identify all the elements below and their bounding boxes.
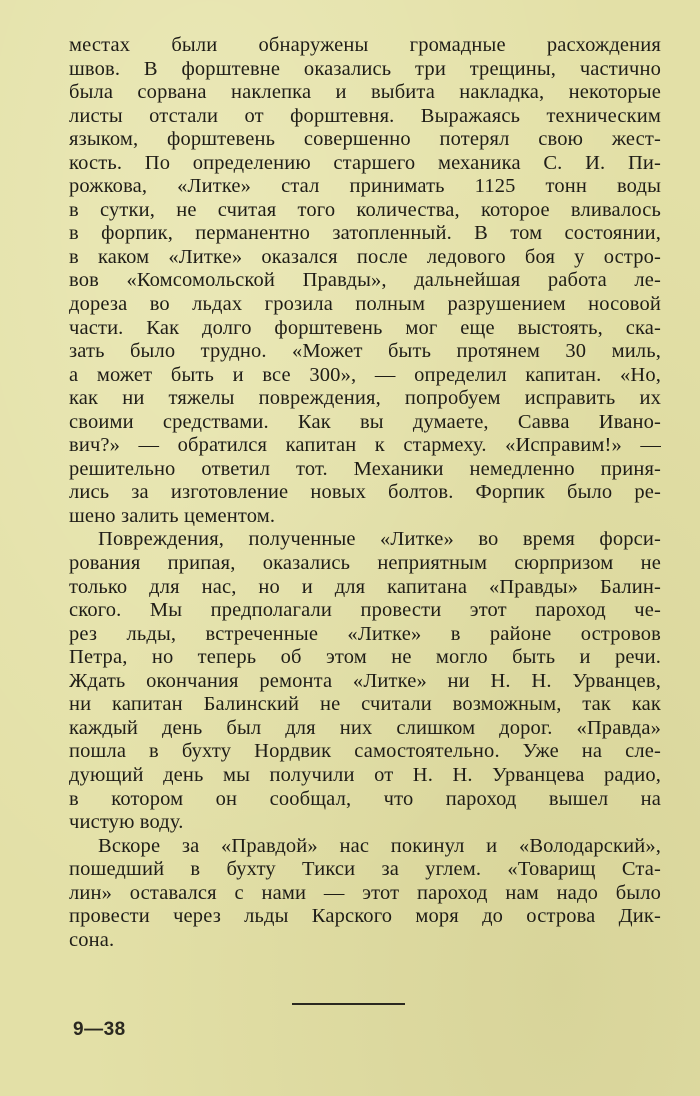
paragraph: [69, 835, 661, 953]
text-line: Петра, но теперь об этом не могло быть и речи.: [69, 646, 661, 669]
body-text: [69, 34, 661, 952]
text-line: ского. Мы предполагали провести этот пароход че-: [69, 599, 661, 622]
text-line: зать было трудно. «Может быть протянем 30 миль,: [69, 340, 661, 363]
printer-signature-mark: 9—38: [73, 1019, 126, 1040]
text-line: части. Как долго форштевень мог еще выстоять, ска-: [69, 316, 661, 339]
text-line: местах были обнаружены громадные расхождения: [69, 34, 661, 56]
text-line: только для нас, но и для капитана «Правды» Балин-: [69, 575, 661, 598]
text-line: своими средствами. Как вы думаете, Савва Ивано-: [69, 410, 661, 433]
text-line: кость. По определению старшего механика С. И. Пи-: [69, 151, 661, 174]
text-line: каждый день был для них слишком дорог. «Правда»: [69, 716, 661, 739]
text-line: швов. В форштевне оказались три трещины, частично: [69, 57, 661, 80]
text-line: рез льды, встреченные «Литке» в районе островов: [69, 622, 661, 645]
text-line: в каком «Литке» оказался после ледового боя у остро-: [69, 245, 661, 268]
text-line: Вскоре за «Правдой» нас покинул и «Володарский»,: [98, 834, 661, 857]
text-line: рования припая, оказались неприятным сюрпризом не: [69, 552, 661, 575]
text-line: дореза во льдах грозила полным разрушением носовой: [69, 293, 661, 316]
paragraph: [69, 528, 661, 834]
text-line: пошедший в бухту Тикси за углем. «Товарищ Ста-: [69, 858, 661, 881]
text-line: вич?» — обратился капитан к стармеху. «Исправим!» —: [69, 434, 661, 457]
text-line: в сутки, не считая того количества, которое вливалось: [69, 198, 661, 221]
text-line: провести через льды Карского моря до острова Дик-: [69, 905, 661, 928]
text-line: чистую воду.: [69, 811, 184, 834]
text-line: решительно ответил тот. Механики немедленно приня-: [69, 457, 661, 480]
text-line: языком, форштевень совершенно потерял свою жест-: [69, 128, 661, 151]
text-line: лин» оставался с нами — этот пароход нам надо было: [69, 881, 661, 904]
section-divider: [292, 1003, 405, 1005]
text-line: рожкова, «Литке» стал принимать 1125 тонн воды: [69, 175, 661, 198]
text-line: дующий день мы получили от Н. Н. Урванцева радио,: [69, 763, 661, 786]
text-line: ни капитан Балинский не считали возможным, так как: [69, 693, 661, 716]
text-line: в котором он сообщал, что пароход вышел на: [69, 787, 661, 810]
text-line: Повреждения, полученные «Литке» во время форси-: [98, 528, 661, 551]
text-line: сона.: [69, 928, 115, 951]
paragraph: [69, 34, 661, 528]
text-line: шено залить цементом.: [69, 504, 276, 527]
text-line: в форпик, перманентно затопленный. В том состоянии,: [69, 222, 661, 245]
text-line: вов «Комсомольской Правды», дальнейшая работа ле-: [69, 269, 661, 292]
text-line: пошла в бухту Нордвик самостоятельно. Уже на сле-: [69, 740, 661, 763]
text-line: была сорвана наклепка и выбита накладка, некоторые: [69, 81, 661, 104]
text-line: лись за изготовление новых болтов. Форпик было ре-: [69, 481, 661, 504]
text-line: листы отстали от форштевня. Выражаясь техническим: [69, 104, 661, 127]
text-line: как ни тяжелы повреждения, попробуем исправить их: [69, 387, 661, 410]
text-line: а может быть и все 300», — определил капитан. «Но,: [69, 363, 661, 386]
text-line: Ждать окончания ремонта «Литке» ни Н. Н. Урванцев,: [69, 669, 661, 692]
